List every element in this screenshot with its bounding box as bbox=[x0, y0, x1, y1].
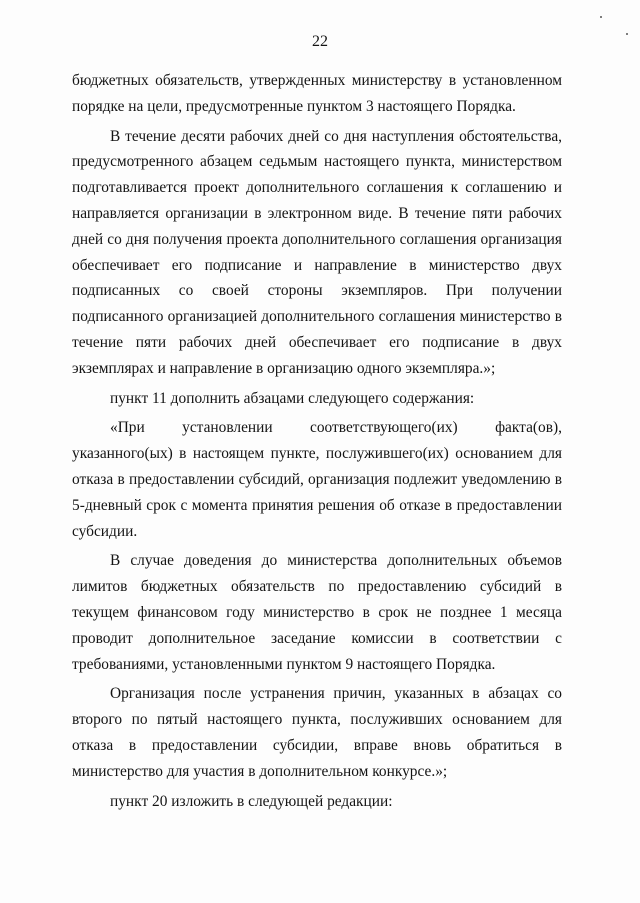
word: «При bbox=[110, 419, 145, 437]
scan-speck bbox=[600, 16, 602, 18]
paragraph-continuation: бюджетных обязательств, утвержденных министерству в установленном порядке на цели, предусмотренные пунктом 3 настоящего Порядка. bbox=[72, 72, 562, 115]
word: установлении bbox=[182, 419, 273, 437]
paragraph-amend-point-20: пункт 20 изложить в следующей редакции: bbox=[110, 792, 393, 810]
word: соответствующего(их) bbox=[310, 419, 458, 437]
paragraph-refusal-notice-text: указанного(ых) в настоящем пункте, послужившего(их) основанием для отказа в предоставлении субсидий, организация подлежит уведомлению в 5-дневный срок с момента принятия решения об отказе в предоставлении субсидии. bbox=[72, 445, 562, 540]
paragraph-amend-point-11: пункт 11 дополнить абзацами следующего содержания: bbox=[110, 389, 475, 407]
paragraph-first-line bbox=[72, 415, 562, 441]
page-number: 22 bbox=[312, 33, 328, 50]
paragraph-refusal-notice bbox=[72, 415, 562, 544]
paragraph-additional-limits: В случае доведения до министерства дополнительных объемов лимитов бюджетных обязательств по предоставлению субсидий в текущем финансовом году министерство в срок не позднее 1 месяца проводит дополнительное заседание комиссии в соответствии с требованиями, установленными пунктом 9 настоящего Порядка. bbox=[72, 552, 562, 673]
paragraph-reapplication: Организация после устранения причин, указанных в абзацах со второго по пятый настоящего пункта, послуживших основанием для отказа в предоставлении субсидии, вправе вновь обратиться в министерство для участия в дополнительном конкурсе.»; bbox=[72, 685, 562, 780]
paragraph-agreement-procedure: В течение десяти рабочих дней со дня наступления обстоятельства, предусмотренного абзацем седьмым настоящего пункта, министерством подготавливается проект дополнительного соглашения к соглашению и направляется организации в электронном виде. В течение пяти рабочих дней со дня получения проекта дополнительного соглашения организация обеспечивает его подписание и направление в министерство двух подписанных со своей стороны экземпляров. При получении подписанного организацией дополнительного соглашения министерство в течение пяти рабочих дней обеспечивает его подписание в двух экземплярах и направление в организацию одного экземпляра.»; bbox=[72, 127, 562, 377]
document-body bbox=[72, 68, 562, 814]
word: факта(ов), bbox=[495, 419, 562, 437]
scan-speck bbox=[626, 33, 628, 35]
